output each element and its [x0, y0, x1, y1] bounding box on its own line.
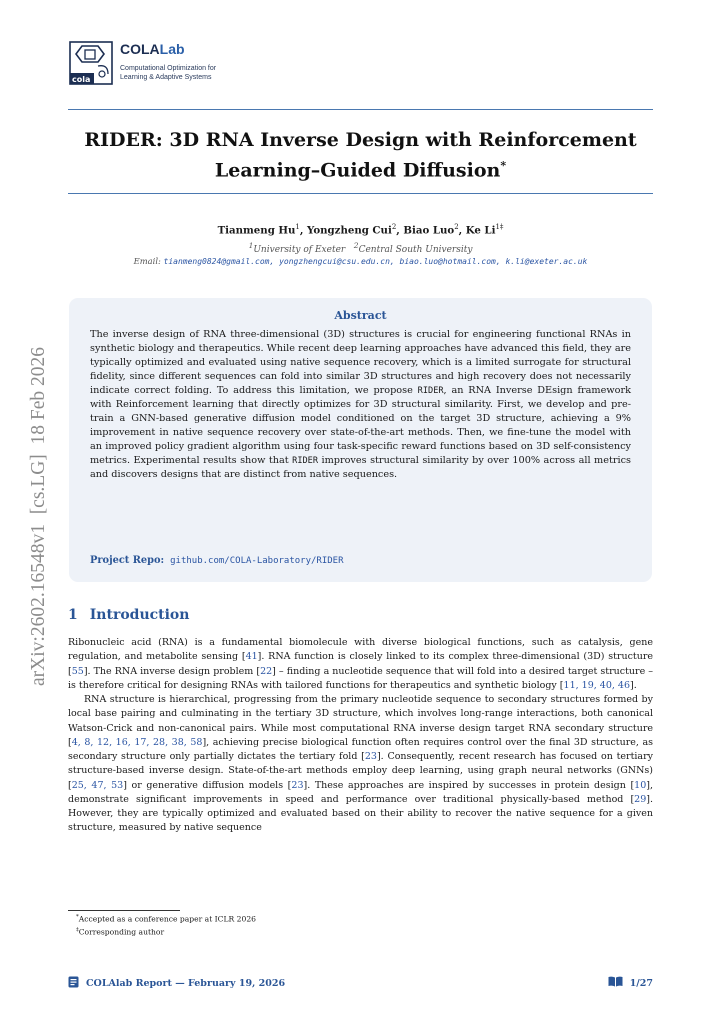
- project-repo: Project Repo: github.com/COLA-Laboratory/RIDER: [90, 555, 344, 566]
- intro-paragraph-1: Ribonucleic acid (RNA) is a fundamental biomolecule with diverse biological functions, such as catalysis, gene regulation, and metabolite sensing [41]. RNA function is closely linked to its complex three-dimensional (3D) structure [55]. The RNA inverse design problem [22] – finding a nucleotide sequence that will fold into a desired target structure – is therefore critical for designing RNAs with tailored functions for therapeutics and synthetic biology [11, 19, 40, 46].: [68, 637, 654, 691]
- intro-body: [68, 636, 653, 836]
- report-icon: [68, 976, 79, 991]
- email-line: Email: tianmeng0824@gmail.com, yongzhengcui@csu.edu.cn, biao.luo@hotmail.com, k.li@exeter.ac.uk: [133, 256, 588, 266]
- abstract-text: The inverse design of RNA three-dimensional (3D) structures is crucial for engineering functional RNAs in synthetic biology and therapeutics. While recent deep learning approaches have advanced this field, they are typically optimized and evaluated using native sequence recovery, which is a limited surrogate for structural fidelity, since different sequences can fold into similar 3D structures and high recovery does not necessarily indicate correct folding. To address this limitation, we propose RIDER, an RNA Inverse DEsign framework with Reinforcement learning that directly optimizes for 3D structural similarity. First, we develop and pre-train a GNN-based generative diffusion model conditioned on the target 3D structure, achieving a 9% improvement in native sequence recovery over state-of-the-art methods. Then, we fine-tune the model with an improved policy gradient algorithm using four task-specific reward functions based on 3D self-consistency metrics. Experimental results show that RIDER improves structural similarity by over 100% across all metrics and discovers designs that are distinct from native sequences.: [90, 329, 631, 481]
- footnote-rule: [68, 910, 180, 911]
- intro-paragraph-2: RNA structure is hierarchical, progressing from the primary nucleotide sequence to secondary structures formed by local base pairing and culminating in the tertiary 3D structure, which involves long-range interactions, both canonical Watson-Crick and non-canonical pairs. While most computational RNA inverse design target RNA secondary structure [4, 8, 12, 16, 17, 28, 38, 58], achieving precise biological function often requires control over the final 3D structure, as secondary structure only partially dictates the tertiary fold [23]. Consequently, recent research has focused on tertiary structure-based inverse design. State-of-the-art methods employ deep learning, using graph neural networks (GNNs) [25, 47, 53] or generative diffusion models [23]. These approaches are inspired by successes in protein design [10], demonstrate significant improvements in speed and performance over traditional physically-based method [29]. However, they are typically optimized and evaluated based on their ability to recover the native sequence for a given structure, measured by native sequence: [68, 694, 653, 834]
- arxiv-stamp: [4, 298, 60, 688]
- book-icon: [608, 976, 623, 990]
- svg-text:cola: cola: [72, 75, 91, 84]
- repo-link[interactable]: github.com/COLA-Laboratory/RIDER: [170, 556, 344, 566]
- footer-report: COLAlab Report — February 19, 2026: [68, 976, 285, 991]
- cola-logo-mark: [68, 40, 114, 86]
- lab-subtitle: Computational Optimization for Learning & Adaptive Systems: [120, 65, 217, 81]
- lab-name: COLALab: [120, 41, 185, 57]
- svg-text:arXiv:2602.16548v1 [cs.LG] 1: arXiv:2602.16548v1 [cs.LG] 18 Feb 2026: [28, 346, 49, 686]
- footnotes: *Accepted as a conference paper at ICLR 2026 ‡Corresponding author: [76, 914, 256, 937]
- affiliations: $^1$University of Exeter $^2$Central South University: [248, 241, 473, 255]
- header-rule: [68, 109, 653, 110]
- section-heading: 1 Introduction: [68, 607, 190, 623]
- abstract-heading: Abstract: [334, 309, 387, 322]
- footer-page-number: 1/27: [608, 976, 653, 990]
- author-list: Tianmeng Hu$^1$, Yongzheng Cui$^2$, Biao Luo$^2$, Ke $Li^{1\ddagger}$: [217, 223, 504, 237]
- paper-title: RIDER: 3D RNA Inverse Design with Reinforcement Learning–Guided Diffusion*: [84, 129, 637, 182]
- email-links[interactable]: tianmeng0824@gmail.com, yongzhengcui@csu.edu.cn, biao.luo@hotmail.com, k.li@exeter.ac.uk: [163, 257, 588, 266]
- title-rule: [68, 193, 653, 194]
